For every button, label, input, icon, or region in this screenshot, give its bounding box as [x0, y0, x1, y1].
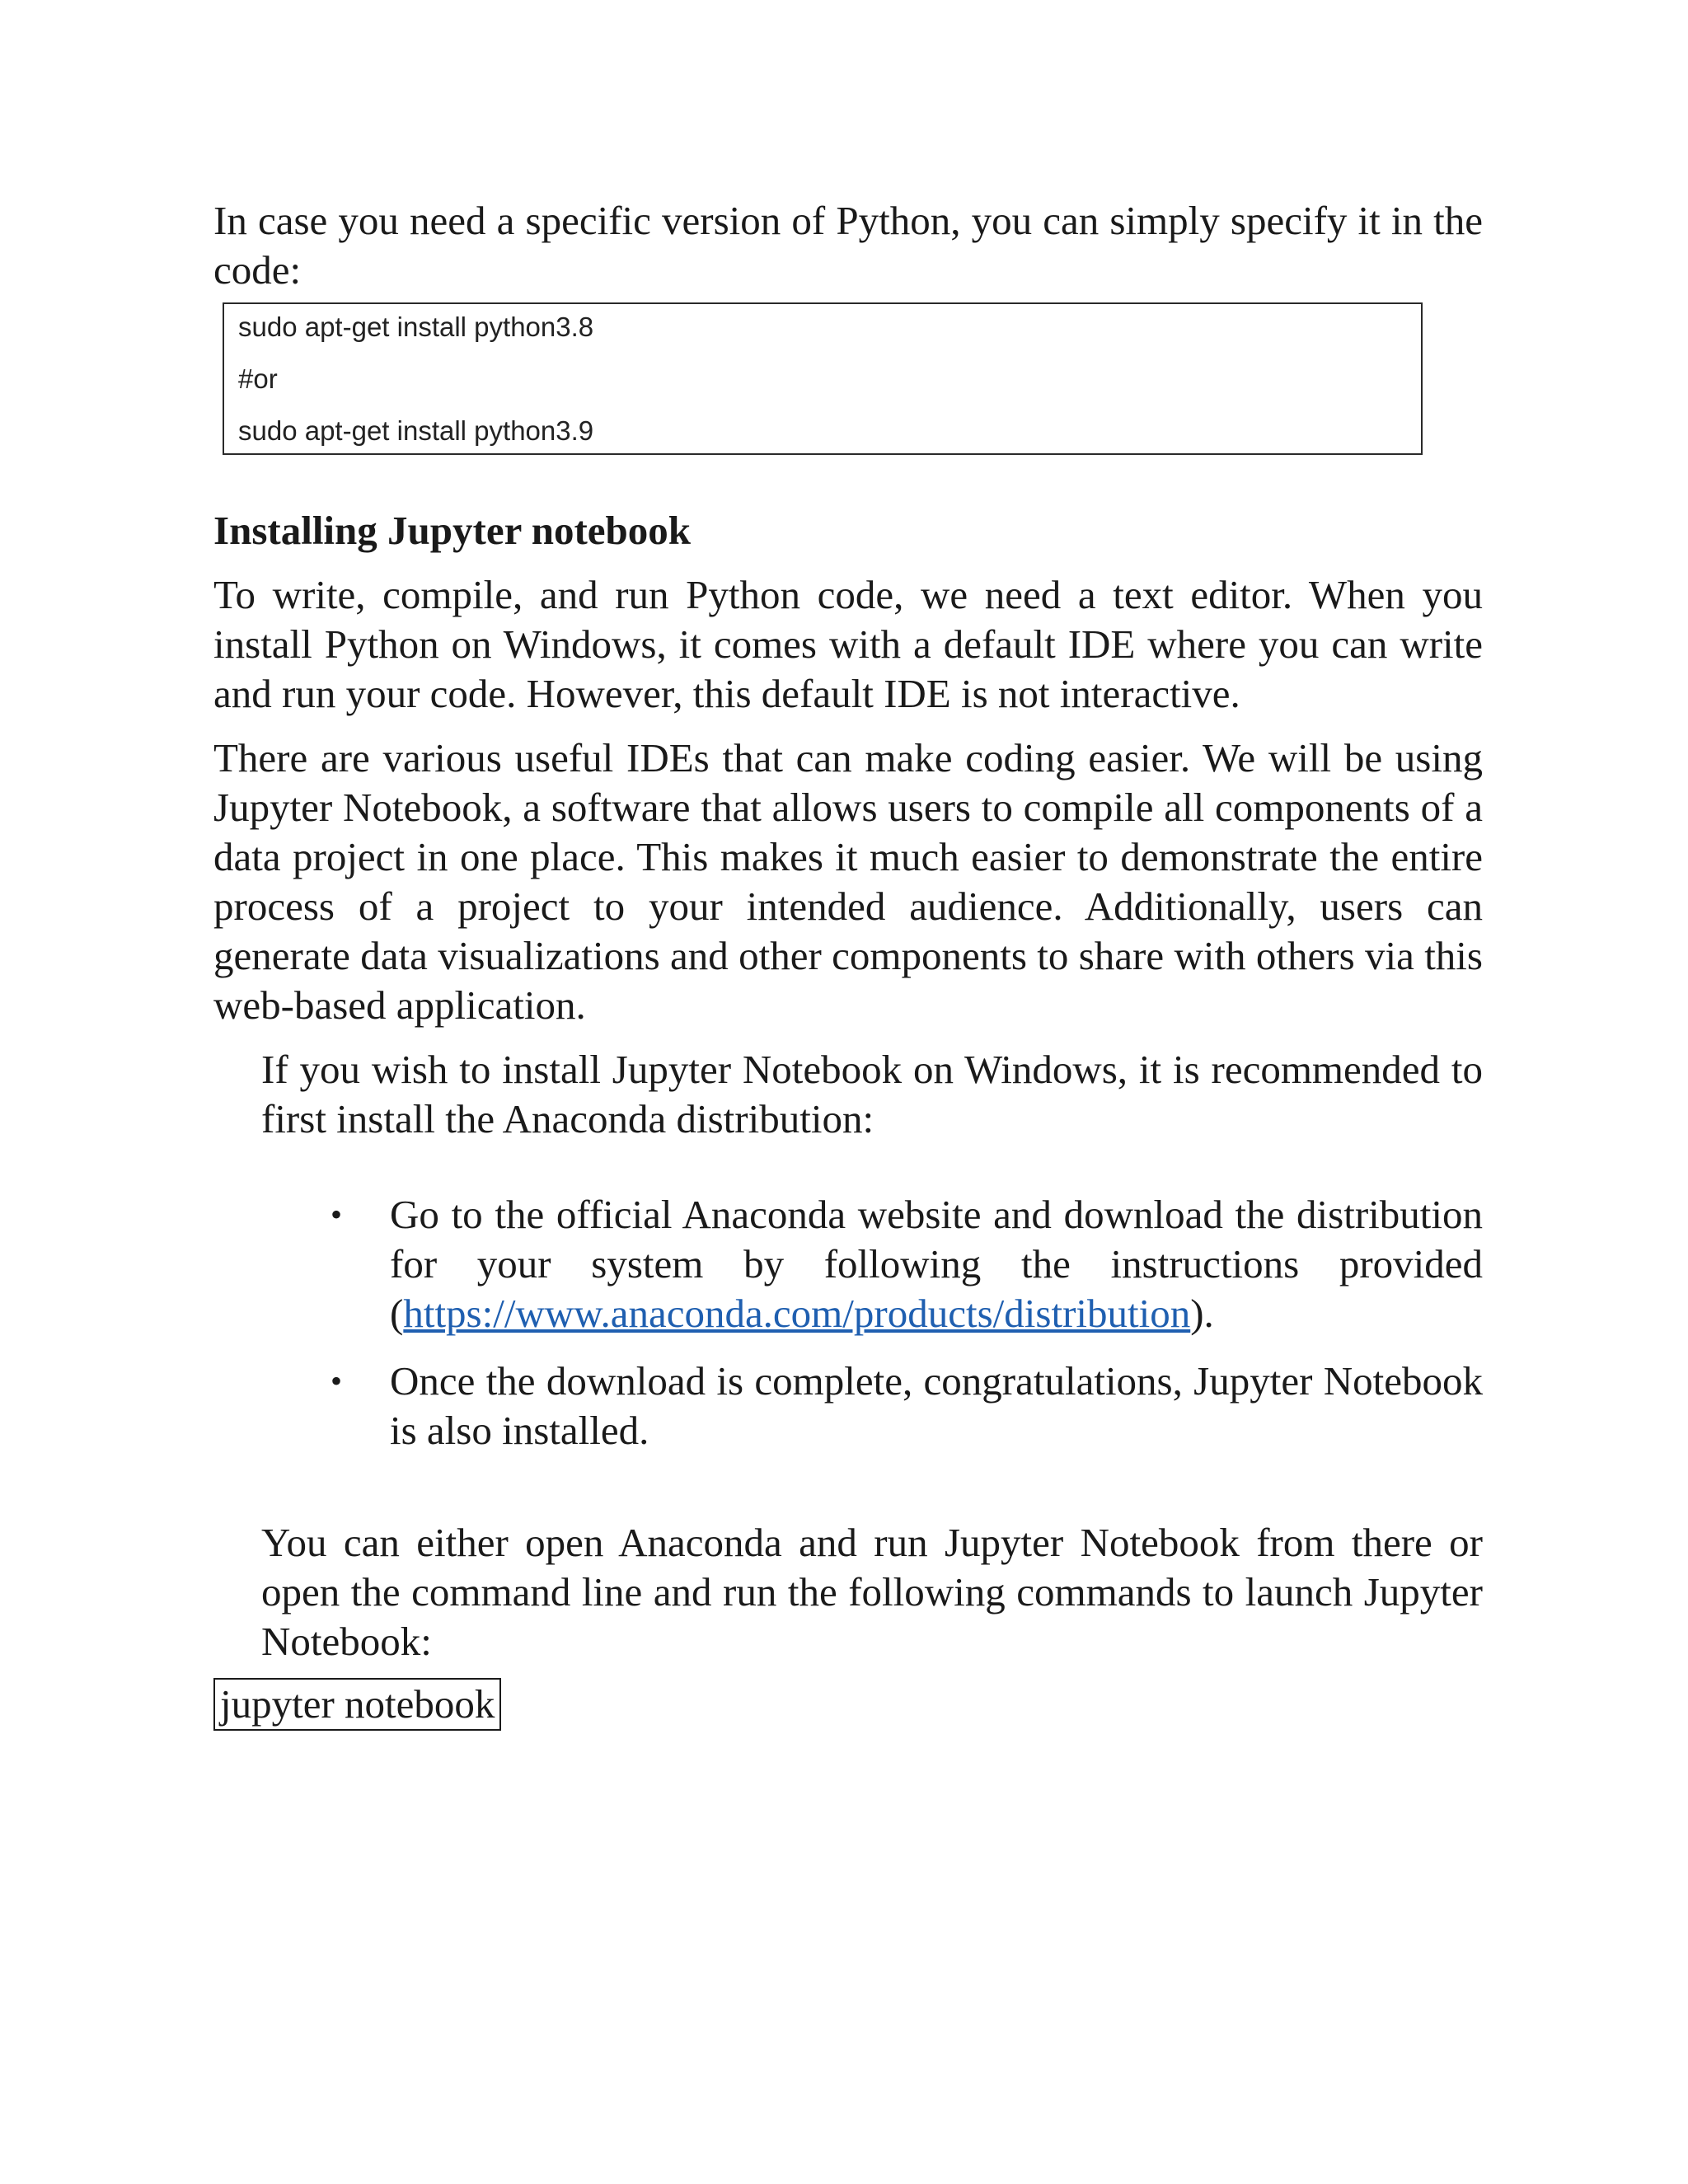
- install-steps-list: [213, 1190, 1483, 1455]
- bullet-text: Once the download is complete, congratulations, Jupyter Notebook is also installed.: [390, 1358, 1483, 1453]
- code-block: [223, 302, 1423, 455]
- bullet-marker: •: [331, 1196, 343, 1233]
- paragraph-windows-install: If you wish to install Jupyter Notebook on Windows, it is recommended to first install the Anaconda distribution:: [261, 1047, 1483, 1141]
- code-line-1: sudo apt-get install python3.8: [238, 312, 594, 342]
- bullet-text-start: Go to the official Anaconda website and download the distribution for your system by following the instructions provided (: [390, 1192, 1483, 1336]
- bullet-marker: •: [331, 1362, 343, 1399]
- paragraph-launch: You can either open Anaconda and run Jupyter Notebook from there or open the command line and run the following commands to launch Jupyter Notebook:: [261, 1520, 1483, 1664]
- section-heading: Installing Jupyter notebook: [213, 508, 692, 553]
- anaconda-link[interactable]: https://www.anaconda.com/products/distribution: [403, 1291, 1191, 1336]
- paragraph-text-editor: To write, compile, and run Python code, we need a text editor. When you install Python on Windows, it comes with a default IDE where you can write and run your code. However, this default IDE is not interactive.: [213, 572, 1483, 716]
- command-box: jupyter notebook: [213, 1678, 501, 1731]
- intro-paragraph: In case you need a specific version of Python, you can simply specify it in the code:: [213, 198, 1483, 293]
- list-item: [331, 1357, 1483, 1455]
- list-item: [331, 1190, 1483, 1338]
- code-line-3: sudo apt-get install python3.9: [238, 415, 594, 446]
- bullet-text-end: ).: [1190, 1291, 1214, 1336]
- paragraph-ides: There are various useful IDEs that can make coding easier. We will be using Jupyter Notebook, a software that allows users to compile all components of a data project in one place. This makes it much easier to demonstrate the entire process of a project to your intended audience. Additionally, users can generate data visualizations and other components to share with others via this web-based application.: [213, 735, 1483, 1028]
- document-page: [213, 196, 1483, 1731]
- code-line-2: #or: [238, 363, 278, 394]
